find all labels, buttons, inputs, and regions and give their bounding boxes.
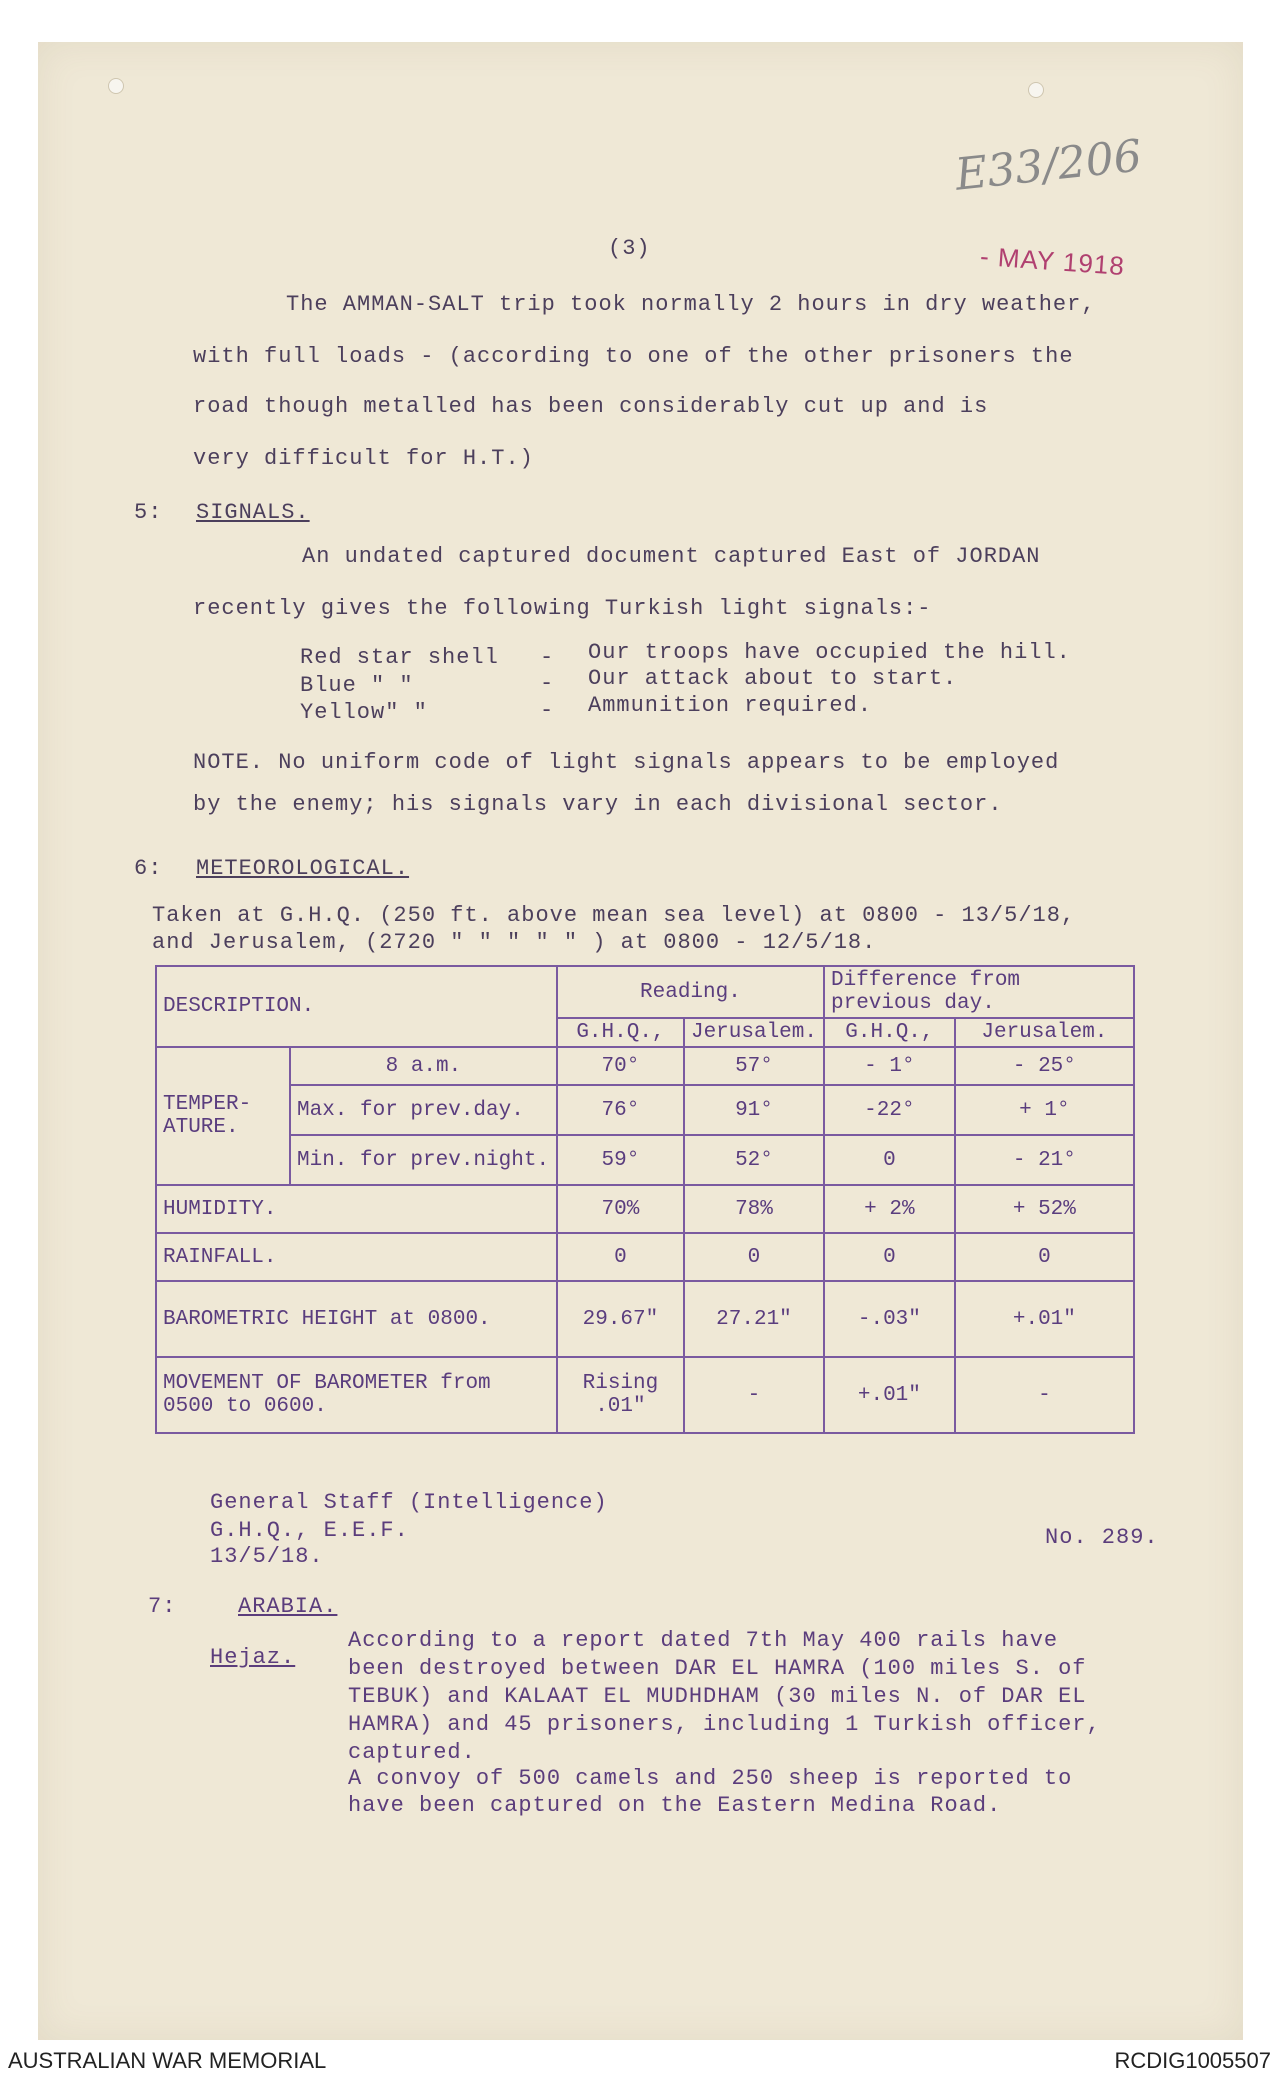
section5-number: 5: — [134, 500, 163, 525]
section7-number: 7: — [148, 1594, 177, 1619]
row-label: BAROMETRIC HEIGHT at 0800. — [156, 1281, 557, 1357]
section7-subtitle: Hejaz. — [210, 1645, 296, 1670]
cell-diff-ghq: 0 — [824, 1233, 955, 1281]
section6-taken: and Jerusalem, (2720 " " " " " ) at 0800 - 12/5/18. — [152, 930, 877, 955]
report-number: No. 289. — [1045, 1525, 1159, 1550]
cell-ghq: 29.67" — [557, 1281, 684, 1357]
section7-line: HAMRA) and 45 prisoners, including 1 Turkish officer, — [348, 1712, 1101, 1737]
punch-hole — [108, 78, 124, 94]
section7-line: captured. — [348, 1740, 476, 1765]
header-jerusalem: Jerusalem. — [684, 1018, 824, 1047]
cell-diff-jerusalem: 0 — [955, 1233, 1134, 1281]
row-label: MOVEMENT OF BAROMETER from 0500 to 0600. — [156, 1357, 557, 1433]
cell-jerusalem: 0 — [684, 1233, 824, 1281]
para1-line: with full loads - (according to one of the other prisoners the — [193, 344, 1074, 369]
cell-diff-ghq: -.03" — [824, 1281, 955, 1357]
section7-line: TEBUK) and KALAAT EL MUDHDHAM (30 miles N. of DAR EL — [348, 1684, 1087, 1709]
table-row — [156, 1085, 1134, 1135]
signal-dash: - — [540, 698, 555, 723]
header-difference: Difference from previous day. — [824, 966, 1134, 1018]
handwritten-reference: E33/206 — [952, 130, 1145, 201]
cell-diff-jerusalem: - 25° — [955, 1047, 1134, 1085]
header-jerusalem-diff: Jerusalem. — [955, 1018, 1134, 1047]
footer-institution: AUSTRALIAN WAR MEMORIAL — [8, 2048, 327, 2073]
section5-intro: An undated captured document captured East of JORDAN — [302, 544, 1041, 569]
header-ghq-diff: G.H.Q., — [824, 1018, 955, 1047]
section6-taken: Taken at G.H.Q. (250 ft. above mean sea level) at 0800 - 13/5/18, — [152, 903, 1076, 928]
cell-ghq: 76° — [557, 1085, 684, 1135]
cell-diff-jerusalem: - 21° — [955, 1135, 1134, 1185]
section5-note: NOTE. No uniform code of light signals appears to be employed — [193, 750, 1060, 775]
signal-dash: - — [540, 645, 555, 670]
temperature-label: TEMPER- ATURE. — [156, 1047, 290, 1185]
cell-jerusalem: - — [684, 1357, 824, 1433]
cell-jerusalem: 91° — [684, 1085, 824, 1135]
header-ghq: G.H.Q., — [557, 1018, 684, 1047]
signal-meaning: Our attack about to start. — [588, 666, 958, 691]
row-label: RAINFALL. — [156, 1233, 557, 1281]
cell-diff-ghq: +.01" — [824, 1357, 955, 1433]
cell-ghq: 70% — [557, 1185, 684, 1233]
section7-line: According to a report dated 7th May 400 rails have — [348, 1628, 1059, 1653]
signal-color: Yellow" " — [300, 700, 428, 725]
section7-line: have been captured on the Eastern Medina Road. — [348, 1793, 1002, 1818]
date-stamp: - MAY 1918 — [979, 240, 1126, 282]
table-row — [156, 1185, 1134, 1233]
signal-meaning: Our troops have occupied the hill. — [588, 640, 1071, 665]
cell-diff-ghq: 0 — [824, 1135, 955, 1185]
meteorological-table — [155, 965, 1135, 1434]
cell-jerusalem: 57° — [684, 1047, 824, 1085]
table-row — [156, 1281, 1134, 1357]
table-row — [156, 1047, 1134, 1085]
signal-color: Blue " " — [300, 673, 414, 698]
cell-diff-jerusalem: +.01" — [955, 1281, 1134, 1357]
section5-intro: recently gives the following Turkish light signals:- — [193, 596, 932, 621]
para1-line: very difficult for H.T.) — [193, 446, 534, 471]
signal-dash: - — [540, 671, 555, 696]
section7-line: A convoy of 500 camels and 250 sheep is reported to — [348, 1766, 1073, 1791]
section7-line: been destroyed between DAR EL HAMRA (100 miles S. of — [348, 1656, 1087, 1681]
cell-jerusalem: 78% — [684, 1185, 824, 1233]
row-label: Min. for prev.night. — [290, 1135, 557, 1185]
cell-jerusalem: 52° — [684, 1135, 824, 1185]
section5-note: by the enemy; his signals vary in each divisional sector. — [193, 792, 1003, 817]
cell-diff-ghq: - 1° — [824, 1047, 955, 1085]
table-row — [156, 1233, 1134, 1281]
cell-ghq: 59° — [557, 1135, 684, 1185]
section7-title: ARABIA. — [238, 1594, 338, 1619]
cell-diff-ghq: + 2% — [824, 1185, 955, 1233]
footer-record-id: RCDIG1005507 — [1114, 2048, 1271, 2073]
cell-diff-jerusalem: + 1° — [955, 1085, 1134, 1135]
section6-title: METEOROLOGICAL. — [196, 856, 410, 881]
signal-meaning: Ammunition required. — [588, 693, 873, 718]
row-label: 8 a.m. — [290, 1047, 557, 1085]
row-label: Max. for prev.day. — [290, 1085, 557, 1135]
cell-diff-jerusalem: - — [955, 1357, 1134, 1433]
punch-hole — [1028, 82, 1044, 98]
header-description: DESCRIPTION. — [156, 966, 557, 1047]
signoff-line: 13/5/18. — [210, 1544, 324, 1569]
row-label: HUMIDITY. — [156, 1185, 557, 1233]
signoff-line: General Staff (Intelligence) — [210, 1490, 608, 1515]
section6-number: 6: — [134, 856, 163, 881]
para1-line: The AMMAN-SALT trip took normally 2 hours in dry weather, — [286, 292, 1096, 317]
page-number: (3) — [608, 236, 651, 261]
para1-line: road though metalled has been considerably cut up and is — [193, 394, 989, 419]
cell-jerusalem: 27.21" — [684, 1281, 824, 1357]
table-row — [156, 1357, 1134, 1433]
section5-title: SIGNALS. — [196, 500, 310, 525]
cell-ghq: 70° — [557, 1047, 684, 1085]
cell-diff-jerusalem: + 52% — [955, 1185, 1134, 1233]
table-row — [156, 1135, 1134, 1185]
header-reading: Reading. — [557, 966, 824, 1018]
signoff-line: G.H.Q., E.E.F. — [210, 1518, 409, 1543]
cell-ghq: Rising .01" — [557, 1357, 684, 1433]
signal-color: Red star shell — [300, 645, 499, 670]
cell-diff-ghq: -22° — [824, 1085, 955, 1135]
cell-ghq: 0 — [557, 1233, 684, 1281]
